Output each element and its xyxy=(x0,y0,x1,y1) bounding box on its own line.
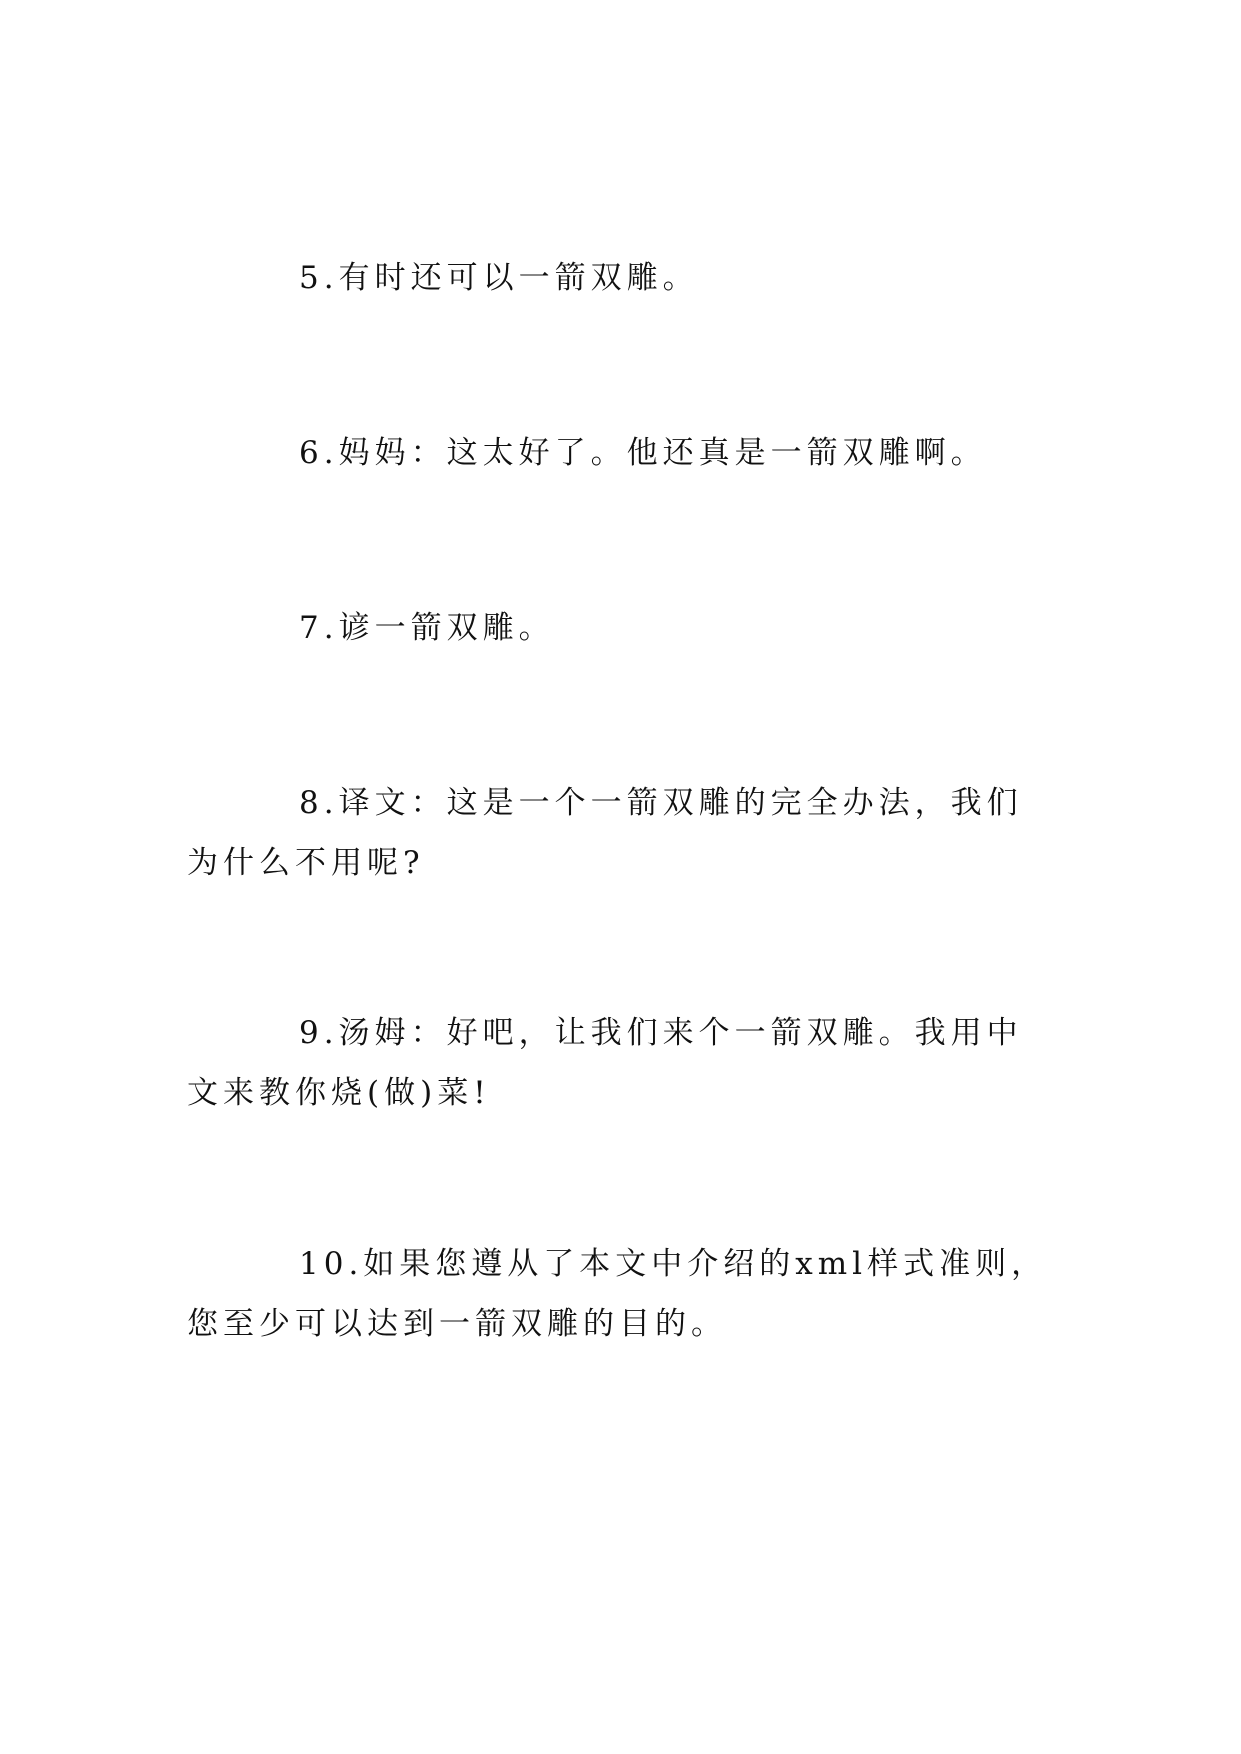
paragraph-7: 7.谚一箭双雕。 xyxy=(299,610,555,646)
paragraph-9: 9.汤姆：好吧，让我们来个一箭双雕。我用中文来教你烧(做)菜! xyxy=(187,1015,1023,1111)
paragraph-8: 8.译文：这是一个一箭双雕的完全办法，我们为什么不用呢? xyxy=(187,785,1023,881)
paragraph-6: 6.妈妈：这太好了。他还真是一箭双雕啊。 xyxy=(299,435,987,471)
paragraph-10: 10.如果您遵从了本文中介绍的xml样式准则，您至少可以达到一箭双雕的目的。 xyxy=(187,1246,1048,1342)
paragraph-5: 5.有时还可以一箭双雕。 xyxy=(299,260,699,296)
